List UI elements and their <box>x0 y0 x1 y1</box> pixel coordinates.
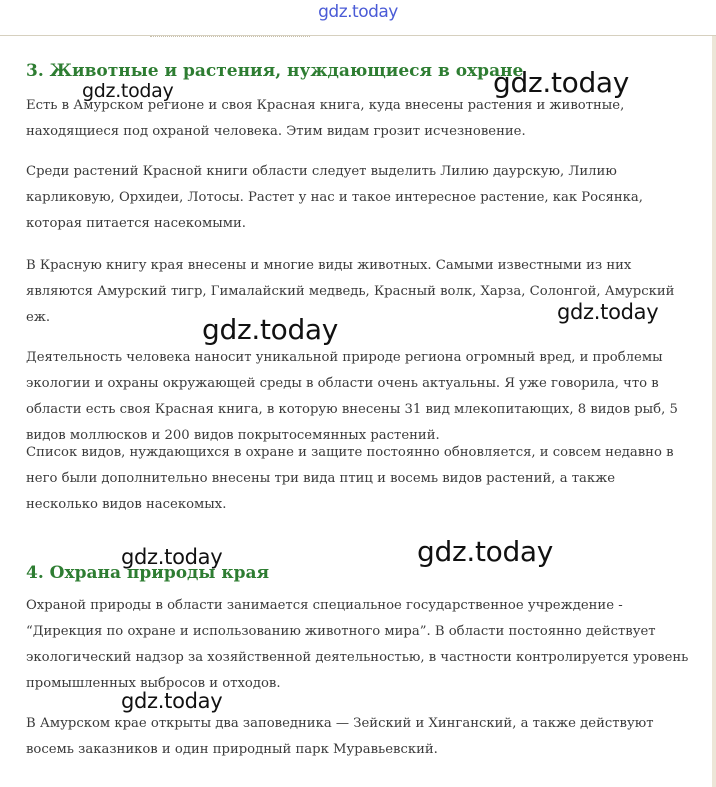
watermark: gdz.today <box>121 545 223 569</box>
paragraph: Список видов, нуждающихся в охране и защите постоянно обновляется, и совсем недавно в него были дополнительно внесены три вида птиц и восемь видов растений, а также несколько видов насекомых. <box>26 445 674 512</box>
watermark: gdz.today <box>82 80 174 102</box>
paragraph: В Амурском крае открыты два заповедника — Зейский и Хинганский, а также действуют восемь заказников и один природный парк Муравьевский. <box>26 716 654 757</box>
top-watermark-logo: gdz.today <box>318 2 398 22</box>
watermark: gdz.today <box>121 689 223 713</box>
watermark: gdz.today <box>417 535 554 568</box>
watermark: gdz.today <box>202 313 339 346</box>
right-edge-strip <box>712 36 716 787</box>
paragraph: Охраной природы в области занимается специальное государственное учреждение - “Дирекция по охране и использованию животного мира”. В области постоянно действует экологический надзор за хозяйственной деятельностью, в частности контролируется уровень промышленных выбросов и отходов. <box>26 598 689 691</box>
paragraph: Деятельность человека наносит уникальной природе региона огромный вред, и проблемы экологии и охраны окружающей среды в области очень актуальны. Я уже говорила, что в области есть своя Красная книга, в которую внесены 31 вид млекопитающих, 8 видов рыб, 5 видов моллюсков и 200 видов покрытосемянных растений. <box>26 350 678 443</box>
section-heading: 4. Охрана природы края <box>26 563 270 583</box>
watermark: gdz.today <box>493 66 630 99</box>
watermark: gdz.today <box>557 300 659 324</box>
paragraph: В Красную книгу края внесены и многие виды животных. Самыми известными из них являются Амурский тигр, Гималайский медведь, Красный волк, Харза, Солонгой, Амурский еж. <box>26 258 675 325</box>
section-heading: 3. Животные и растения, нуждающиеся в охране <box>26 61 524 81</box>
paragraph: Есть в Амурском регионе и своя Красная книга, куда внесены растения и животные, находящиеся под охраной человека. Этим видам грозит исчезновение. <box>26 98 625 139</box>
header-divider <box>0 35 716 36</box>
header-decoration <box>150 36 310 40</box>
paragraph: Среди растений Красной книги области следует выделить Лилию даурскую, Лилию карликовую, Орхидеи, Лотосы. Растет у нас и такое интересное растение, как Росянка, которая питается насекомыми. <box>26 164 643 231</box>
